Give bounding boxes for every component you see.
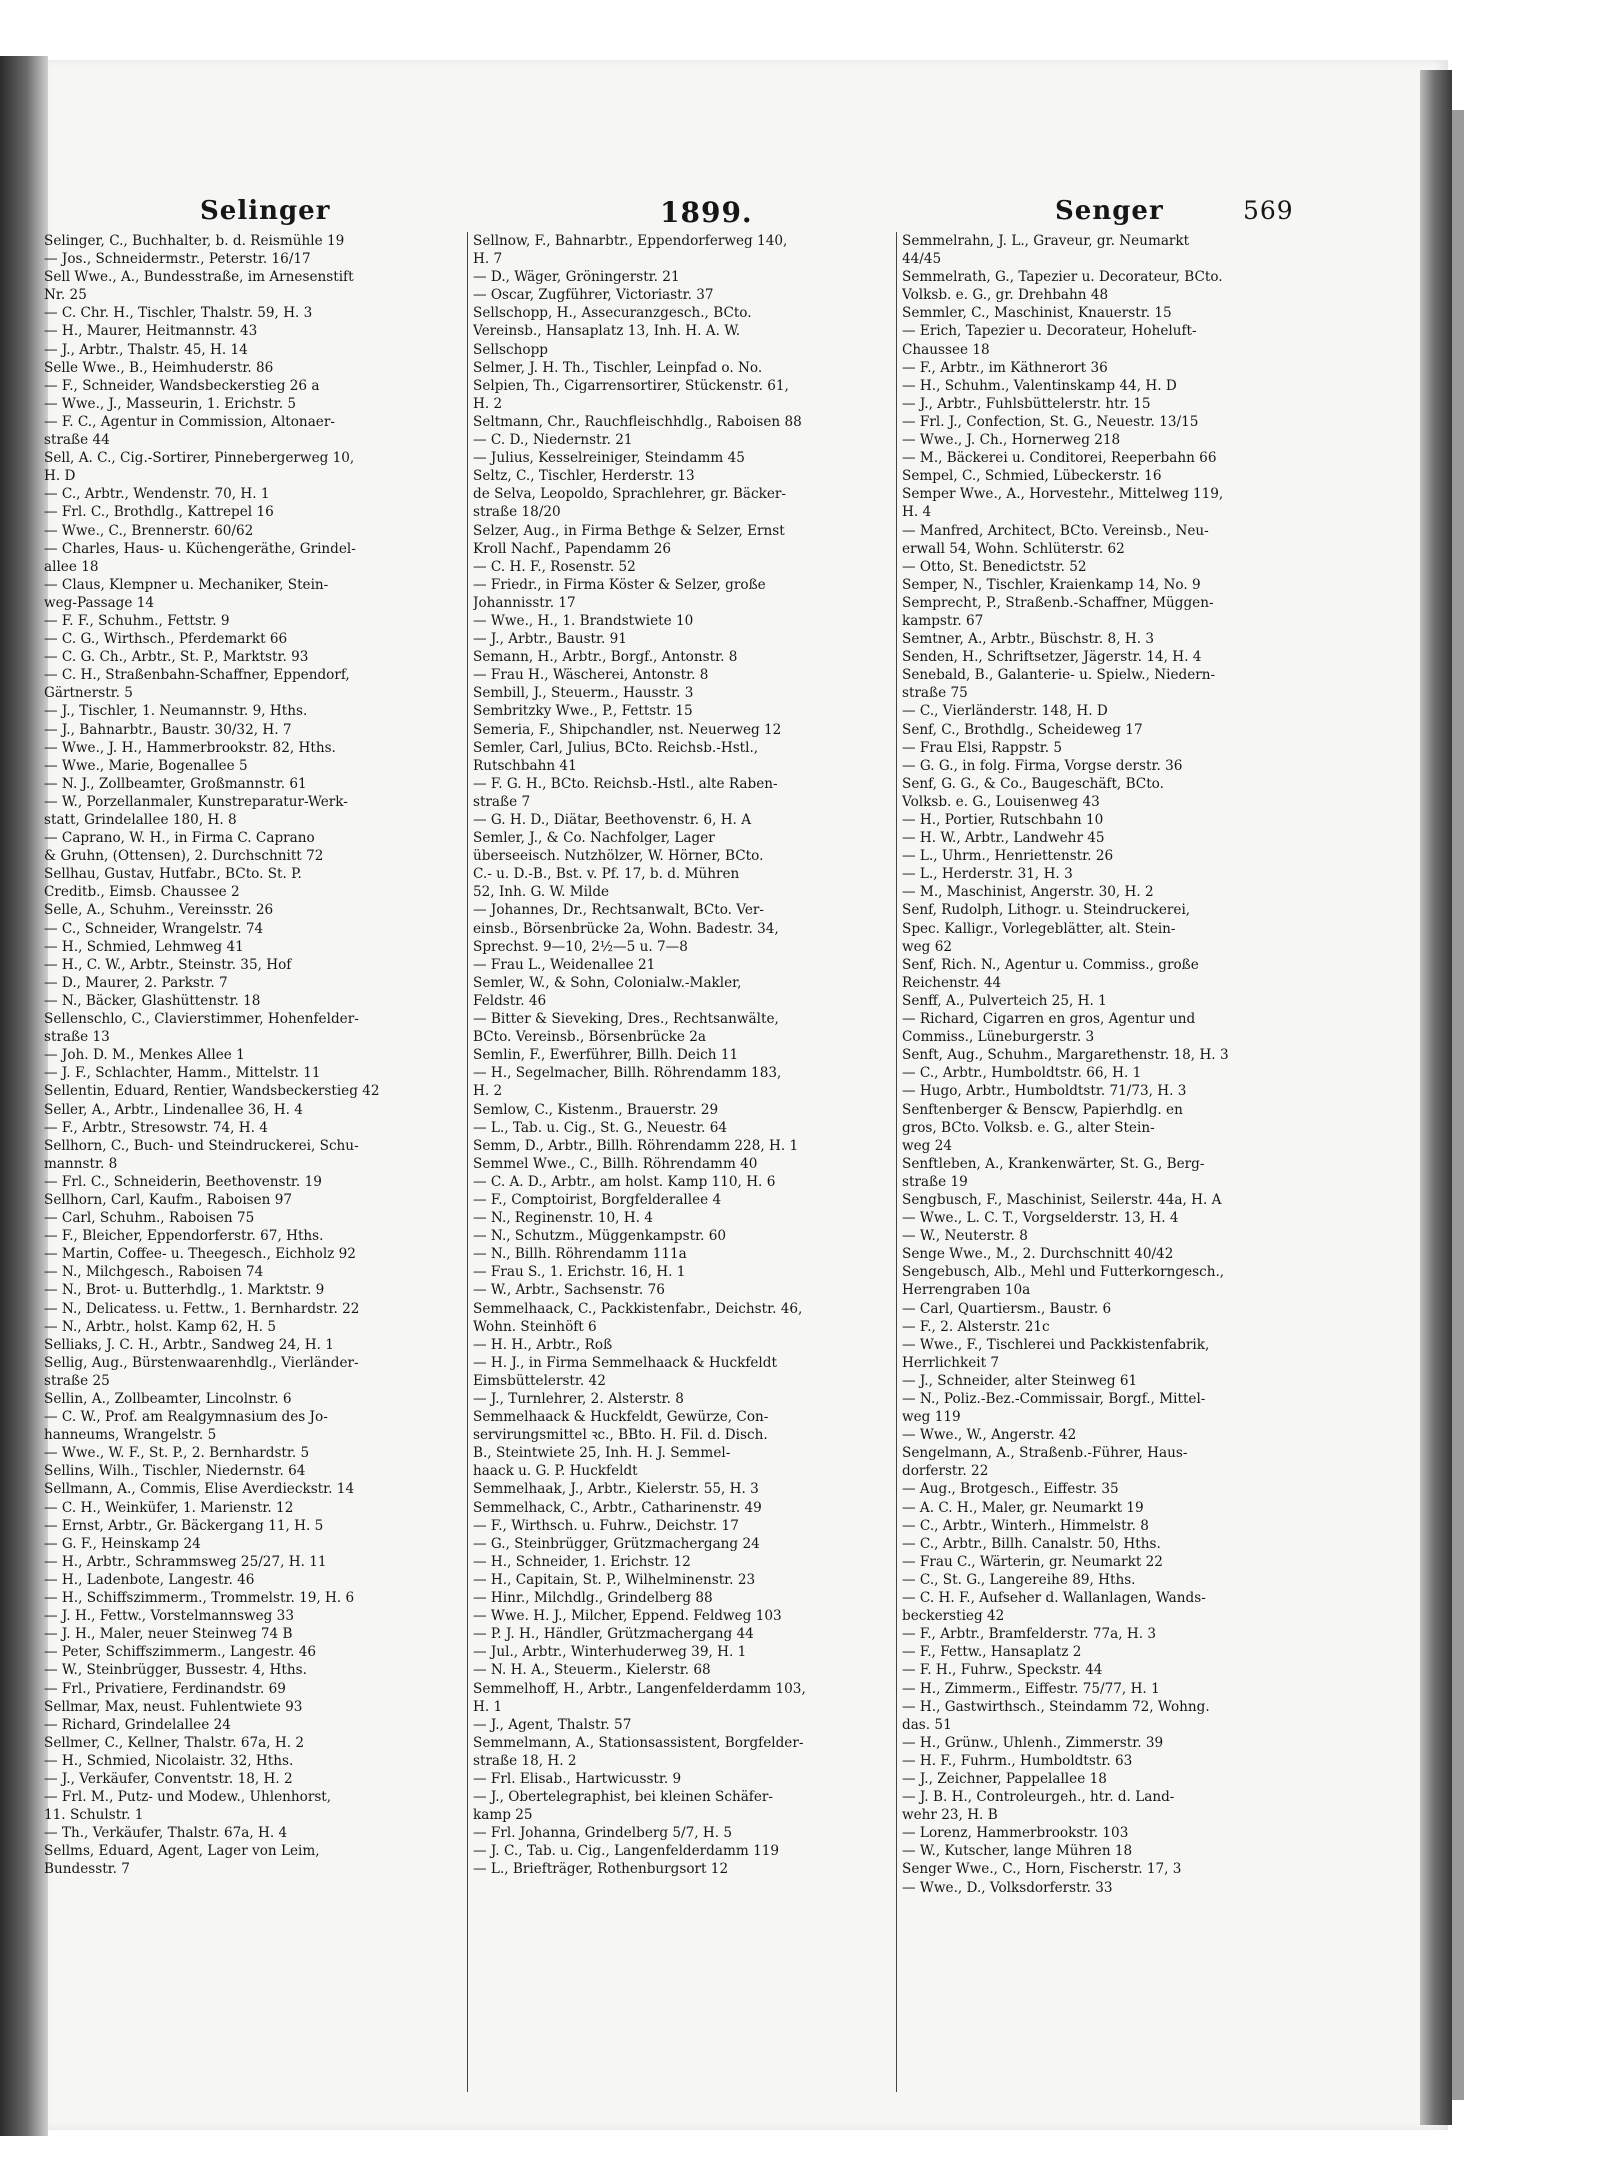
directory-entry-line: Selliaks, J. C. H., Arbtr., Sandweg 24, H. 1 bbox=[44, 1336, 334, 1353]
directory-entry-line: H. 1 bbox=[473, 1698, 503, 1715]
directory-entry-line: — C. H., Weinküfer, 1. Marienstr. 12 bbox=[44, 1499, 294, 1516]
directory-entry-line: — Frau S., 1. Erichstr. 16, H. 1 bbox=[473, 1264, 686, 1281]
directory-entry-line: — W., Kutscher, lange Mühren 18 bbox=[902, 1843, 1133, 1860]
directory-entry-line: — L., Uhrm., Henriettenstr. 26 bbox=[902, 848, 1114, 865]
directory-entry-line: — J., Turnlehrer, 2. Alsterstr. 8 bbox=[473, 1391, 684, 1407]
directory-entry-line: 44/45 bbox=[902, 251, 942, 268]
directory-entry-line: das. 51 bbox=[902, 1716, 952, 1733]
directory-entry-line: Senebald, B., Galanterie- u. Spielw., Niedern- bbox=[902, 667, 1216, 684]
directory-entry-line: — Julius, Kesselreiniger, Steindamm 45 bbox=[473, 450, 745, 467]
directory-entry-line: Sellhorn, Carl, Kaufm., Raboisen 97 bbox=[44, 1191, 293, 1208]
directory-entry-line: — C., Arbtr., Winterh., Himmelstr. 8 bbox=[902, 1517, 1149, 1534]
directory-entry-line: — J. B. H., Controleurgeh., htr. d. Land- bbox=[902, 1789, 1175, 1806]
directory-entry-line: BCto. Vereinsb., Börsenbrücke 2a bbox=[473, 1029, 706, 1046]
directory-entry-line: einsb., Börsenbrücke 2a, Wohn. Badestr. 34, bbox=[473, 920, 779, 937]
directory-entry-line: überseeisch. Nutzhölzer, W. Hörner, BCto. bbox=[473, 848, 764, 865]
directory-entry-line: H. 4 bbox=[902, 504, 932, 521]
directory-entry-line: Sellhorn, C., Buch- und Steindruckerei, Schu- bbox=[44, 1137, 359, 1154]
directory-entry-line: straße 7 bbox=[473, 793, 531, 810]
directory-entry-line: Senf, Rich. N., Agentur u. Commiss., große bbox=[902, 956, 1199, 973]
directory-entry-line: Selpien, Th., Cigarrensortirer, Stückenstr. 61, bbox=[473, 377, 789, 394]
directory-entry-line: — J., Arbtr., Fuhlsbüttelerstr. htr. 15 bbox=[902, 395, 1151, 412]
directory-entry-line: — G., Steinbrügger, Grützmachergang 24 bbox=[473, 1535, 760, 1552]
directory-entry-line: kamp 25 bbox=[473, 1807, 533, 1824]
directory-entry-line: Spec. Kalligr., Vorlegeblätter, alt. Stein- bbox=[902, 920, 1176, 937]
directory-entry-line: Sembritzky Wwe., P., Fettstr. 15 bbox=[473, 703, 693, 720]
directory-entry-line: Wohn. Steinhöft 6 bbox=[473, 1318, 597, 1335]
directory-entry-line: — C. W., Prof. am Realgymnasium des Jo- bbox=[44, 1409, 328, 1426]
directory-entry-line: — Richard, Grindelallee 24 bbox=[44, 1716, 231, 1733]
directory-entry-line: — Frl. Johanna, Grindelberg 5/7, H. 5 bbox=[473, 1825, 733, 1842]
directory-entry-line: — Wwe., W. F., St. P., 2. Bernhardstr. 5 bbox=[44, 1445, 310, 1462]
directory-entry-line: — J., Arbtr., Baustr. 91 bbox=[473, 631, 627, 648]
directory-entry-line: Semmelmann, A., Stationsassistent, Borgfelder- bbox=[473, 1734, 804, 1751]
directory-entry-line: — Friedr., in Firma Köster & Selzer, große bbox=[473, 576, 766, 593]
directory-entry-line: — C., St. G., Langereihe 89, Hths. bbox=[902, 1571, 1136, 1588]
directory-entry-line: — H., Ladenbote, Langestr. 46 bbox=[44, 1571, 255, 1588]
directory-entry-line: — H., Capitain, St. P., Wilhelminenstr. 23 bbox=[473, 1571, 756, 1588]
directory-entry-line: hanneums, Wrangelstr. 5 bbox=[44, 1427, 217, 1444]
directory-entry-line: — C. G. Ch., Arbtr., St. P., Marktstr. 93 bbox=[44, 649, 309, 666]
directory-entry-line: Volksb. e. G., gr. Drehbahn 48 bbox=[902, 287, 1109, 304]
directory-entry-line: Herrengraben 10a bbox=[902, 1282, 1031, 1299]
directory-entry-line: straße 18/20 bbox=[473, 504, 561, 521]
directory-entry-line: Semmelhaack & Huckfeldt, Gewürze, Con- bbox=[473, 1409, 769, 1426]
directory-entry-line: — Martin, Coffee- u. Theegesch., Eichholz 92 bbox=[44, 1246, 356, 1263]
directory-entry-line: — G. H. D., Diätar, Beethovenstr. 6, H. A bbox=[473, 812, 752, 828]
directory-entry-line: Chaussee 18 bbox=[902, 341, 990, 358]
directory-entry-line: allee 18 bbox=[44, 558, 99, 575]
directory-entry-line: Sellschopp, H., Assecuranzgesch., BCto. bbox=[473, 305, 752, 322]
directory-entry-line: — H., Schiffszimmerm., Trommelstr. 19, H. 6 bbox=[44, 1590, 355, 1607]
scan-left-edge bbox=[0, 56, 48, 2136]
directory-entry-line: — Frl. J., Confection, St. G., Neuestr. 13/15 bbox=[902, 413, 1199, 430]
directory-entry-line: — Erich, Tapezier u. Decorateur, Hoheluft- bbox=[902, 323, 1197, 340]
directory-entry-line: Selzer, Aug., in Firma Bethge & Selzer, Ernst bbox=[473, 522, 785, 539]
column-divider bbox=[467, 232, 468, 2092]
directory-entry-line: — C. H. F., Rosenstr. 52 bbox=[473, 558, 636, 575]
directory-entry-line: — Aug., Brotgesch., Eiffestr. 35 bbox=[902, 1481, 1119, 1498]
directory-entry-line: 52, Inh. G. W. Milde bbox=[473, 884, 610, 901]
directory-entry-line: weg 24 bbox=[902, 1137, 953, 1154]
directory-entry-line: Sellenschlo, C., Clavierstimmer, Hohenfelder- bbox=[44, 1011, 359, 1028]
directory-entry-line: erwall 54, Wohn. Schlüterstr. 62 bbox=[902, 540, 1125, 557]
directory-entry-line: Nr. 25 bbox=[44, 287, 87, 304]
directory-entry-line: — Wwe. H. J., Milcher, Eppend. Feldweg 103 bbox=[473, 1608, 782, 1625]
directory-entry-line: — Wwe., F., Tischlerei und Packkistenfabrik, bbox=[902, 1336, 1210, 1353]
directory-entry-line: Selle Wwe., B., Heimhuderstr. 86 bbox=[44, 359, 274, 376]
running-head-right: Senger bbox=[1055, 196, 1164, 226]
directory-entry-line: — H., Schmied, Lehmweg 41 bbox=[44, 938, 244, 955]
directory-entry-line: Semmelrath, G., Tapezier u. Decorateur, BCto. bbox=[902, 269, 1223, 286]
directory-entry-line: beckerstieg 42 bbox=[902, 1608, 1005, 1625]
directory-entry-line: — P. J. H., Händler, Grützmachergang 44 bbox=[473, 1626, 754, 1643]
directory-entry-line: — C., Arbtr., Wendenstr. 70, H. 1 bbox=[44, 486, 270, 503]
directory-entry-line: — N. H. A., Steuerm., Kielerstr. 68 bbox=[473, 1662, 711, 1679]
directory-entry-line: — H., C. W., Arbtr., Steinstr. 35, Hof bbox=[44, 956, 292, 973]
directory-entry-line: — Wwe., D., Volksdorferstr. 33 bbox=[902, 1879, 1113, 1896]
directory-entry-line: statt, Grindelallee 180, H. 8 bbox=[44, 812, 237, 828]
directory-entry-line: Semmelhack, C., Arbtr., Catharinenstr. 49 bbox=[473, 1499, 762, 1516]
directory-entry-line: — Frl. C., Schneiderin, Beethovenstr. 19 bbox=[44, 1173, 322, 1190]
directory-entry-line: — F. G. H., BCto. Reichsb.-Hstl., alte Raben- bbox=[473, 775, 778, 792]
directory-entry-line: — Wwe., H., 1. Brandstwiete 10 bbox=[473, 612, 694, 629]
directory-entry-line: — H., Schuhm., Valentinskamp 44, H. D bbox=[902, 377, 1177, 394]
directory-entry-line: Sengbusch, F., Maschinist, Seilerstr. 44a, H. A bbox=[902, 1191, 1222, 1208]
directory-entry-line: — Jos., Schneidermstr., Peterstr. 16/17 bbox=[44, 251, 311, 268]
running-head-left: Selinger bbox=[200, 196, 331, 226]
directory-entry-line: — J., Obertelegraphist, bei kleinen Schäfer- bbox=[473, 1789, 773, 1806]
directory-entry-line: — Wwe., J. H., Hammerbrookstr. 82, Hths. bbox=[44, 739, 336, 756]
directory-entry-line: — C. H. F., Aufseher d. Wallanlagen, Wands- bbox=[902, 1590, 1206, 1607]
directory-entry-line: Sellmann, A., Commis, Elise Averdieckstr. 14 bbox=[44, 1481, 355, 1498]
directory-entry-line: — C. Chr. H., Tischler, Thalstr. 59, H. 3 bbox=[44, 305, 313, 322]
directory-entry-line: — Frau Elsi, Rappstr. 5 bbox=[902, 739, 1063, 756]
directory-entry-line: Reichenstr. 44 bbox=[902, 974, 1002, 991]
directory-entry-line: Selle, A., Schuhm., Vereinsstr. 26 bbox=[44, 902, 274, 919]
directory-entry-line: — F., 2. Alsterstr. 21c bbox=[902, 1318, 1050, 1335]
directory-entry-line: Eimsbüttelerstr. 42 bbox=[473, 1372, 606, 1389]
directory-entry-line: H. 2 bbox=[473, 395, 503, 412]
directory-column-3 bbox=[902, 232, 1312, 1897]
directory-entry-line: Semler, Carl, Julius, BCto. Reichsb.-Hstl., bbox=[473, 739, 759, 756]
directory-entry-line: Sellmar, Max, neust. Fuhlentwiete 93 bbox=[44, 1698, 303, 1715]
directory-entry-line: Semler, J., & Co. Nachfolger, Lager bbox=[473, 830, 715, 847]
directory-entry-line: Seller, A., Arbtr., Lindenallee 36, H. 4 bbox=[44, 1101, 303, 1118]
directory-entry-line: weg 62 bbox=[902, 938, 953, 955]
page-number: 569 bbox=[1243, 196, 1294, 225]
directory-entry-line: Bundesstr. 7 bbox=[44, 1861, 130, 1878]
directory-entry-line: Sellig, Aug., Bürstenwaarenhdlg., Vierländer- bbox=[44, 1354, 359, 1371]
directory-entry-line: — H., Maurer, Heitmannstr. 43 bbox=[44, 323, 258, 340]
directory-entry-line: — Frl. Elisab., Hartwicusstr. 9 bbox=[473, 1770, 682, 1787]
directory-entry-line: Rutschbahn 41 bbox=[473, 757, 577, 774]
directory-entry-line: dorferstr. 22 bbox=[902, 1463, 989, 1480]
directory-entry-line: — J. H., Fettw., Vorstelmannsweg 33 bbox=[44, 1608, 294, 1625]
directory-entry-line: Selmer, J. H. Th., Tischler, Leinpfad o. No. bbox=[473, 359, 763, 376]
directory-entry-line: Senger Wwe., C., Horn, Fischerstr. 17, 3 bbox=[902, 1861, 1182, 1878]
directory-entry-line: de Selva, Leopoldo, Sprachlehrer, gr. Bäcker- bbox=[473, 486, 786, 503]
directory-entry-line: — D., Wäger, Gröningerstr. 21 bbox=[473, 269, 680, 286]
directory-entry-line: Semmelhaack, C., Packkistenfabr., Deichstr. 46, bbox=[473, 1300, 803, 1317]
directory-entry-line: B., Steintwiete 25, Inh. H. J. Semmel- bbox=[473, 1445, 731, 1462]
directory-entry-line: — F. H., Fuhrw., Speckstr. 44 bbox=[902, 1662, 1103, 1679]
directory-entry-line: — H. J., in Firma Semmelhaack & Huckfeldt bbox=[473, 1354, 777, 1371]
directory-entry-line: — Frau C., Wärterin, gr. Neumarkt 22 bbox=[902, 1553, 1163, 1570]
directory-entry-line: Senftenberger & Benscw, Papierhdlg. en bbox=[902, 1101, 1183, 1118]
directory-entry-line: Sempel, C., Schmied, Lübeckerstr. 16 bbox=[902, 468, 1162, 485]
directory-entry-line: & Gruhn, (Ottensen), 2. Durchschnitt 72 bbox=[44, 848, 324, 865]
directory-column-2 bbox=[473, 232, 883, 1879]
directory-entry-line: — N., Brot- u. Butterhdlg., 1. Marktstr. 9 bbox=[44, 1282, 325, 1299]
directory-entry-line: Semper, N., Tischler, Kraienkamp 14, No. 9 bbox=[902, 576, 1201, 593]
directory-entry-line: — Wwe., J., Masseurin, 1. Erichstr. 5 bbox=[44, 395, 297, 412]
directory-entry-line: — G. G., in folg. Firma, Vorgse derstr. 36 bbox=[902, 757, 1183, 774]
directory-entry-line: — D., Maurer, 2. Parkstr. 7 bbox=[44, 974, 228, 991]
directory-entry-line: mannstr. 8 bbox=[44, 1155, 118, 1172]
directory-entry-line: Sengelmann, A., Straßenb.-Führer, Haus- bbox=[902, 1445, 1188, 1462]
directory-entry-line: — Hinr., Milchdlg., Grindelberg 88 bbox=[473, 1590, 713, 1607]
directory-entry-line: — G. F., Heinskamp 24 bbox=[44, 1535, 201, 1552]
directory-entry-line: — Joh. D. M., Menkes Allee 1 bbox=[44, 1047, 245, 1064]
directory-entry-line: — J., Zeichner, Pappelallee 18 bbox=[902, 1770, 1107, 1787]
directory-entry-line: weg 119 bbox=[902, 1409, 961, 1426]
directory-entry-line: — W., Steinbrügger, Bussestr. 4, Hths. bbox=[44, 1662, 307, 1679]
directory-entry-line: — Charles, Haus- u. Küchengeräthe, Grindel- bbox=[44, 540, 356, 557]
directory-entry-line: straße 13 bbox=[44, 1029, 110, 1046]
directory-entry-line: haack u. G. P. Huckfeldt bbox=[473, 1463, 638, 1480]
directory-entry-line: — H. F., Fuhrm., Humboldtstr. 63 bbox=[902, 1752, 1133, 1769]
directory-entry-line: — Claus, Klempner u. Mechaniker, Stein- bbox=[44, 576, 329, 593]
directory-entry-line: Sellin, A., Zollbeamter, Lincolnstr. 6 bbox=[44, 1391, 292, 1407]
directory-entry-line: — J., Schneider, alter Steinweg 61 bbox=[902, 1372, 1138, 1389]
directory-entry-line: — L., Briefträger, Rothenburgsort 12 bbox=[473, 1861, 729, 1878]
directory-entry-line: — N., Milchgesch., Raboisen 74 bbox=[44, 1264, 264, 1281]
directory-entry-line: — N. J., Zollbeamter, Großmannstr. 61 bbox=[44, 775, 307, 792]
directory-entry-line: Sellnow, F., Bahnarbtr., Eppendorferweg 140, bbox=[473, 233, 788, 249]
directory-entry-line: Semlin, F., Ewerführer, Billh. Deich 11 bbox=[473, 1047, 739, 1064]
directory-entry-line: Semler, W., & Sohn, Colonialw.-Makler, bbox=[473, 974, 742, 991]
directory-entry-line: Sell Wwe., A., Bundesstraße, im Arnesenstift bbox=[44, 269, 354, 286]
directory-entry-line: Semmler, C., Maschinist, Knauerstr. 15 bbox=[902, 305, 1172, 322]
directory-entry-line: Senf, G. G., & Co., Baugeschäft, BCto. bbox=[902, 775, 1164, 792]
directory-entry-line: — F. F., Schuhm., Fettstr. 9 bbox=[44, 612, 230, 629]
directory-entry-line: Semtner, A., Arbtr., Büschstr. 8, H. 3 bbox=[902, 631, 1154, 648]
directory-entry-line: servirungsmittel ꝛc., BBto. H. Fil. d. Disch. bbox=[473, 1427, 768, 1444]
directory-entry-line: — N., Reginenstr. 10, H. 4 bbox=[473, 1210, 653, 1227]
running-head-year: 1899. bbox=[660, 196, 753, 229]
directory-entry-line: — F. C., Agentur in Commission, Altonaer- bbox=[44, 413, 335, 430]
directory-entry-line: — W., Arbtr., Sachsenstr. 76 bbox=[473, 1282, 665, 1299]
directory-entry-line: — F., Arbtr., Bramfelderstr. 77a, H. 3 bbox=[902, 1626, 1157, 1643]
directory-entry-line: — H., Schmied, Nicolaistr. 32, Hths. bbox=[44, 1752, 294, 1769]
scan-right-edge bbox=[1420, 70, 1452, 2125]
directory-entry-line: — H., Schneider, 1. Erichstr. 12 bbox=[473, 1553, 691, 1570]
directory-entry-line: — Frl. M., Putz- und Modew., Uhlenhorst, bbox=[44, 1789, 332, 1806]
directory-entry-line: Semprecht, P., Straßenb.-Schaffner, Müggen- bbox=[902, 594, 1214, 611]
directory-entry-line: — Frau L., Weidenallee 21 bbox=[473, 956, 656, 973]
directory-entry-line: — N., Billh. Röhrendamm 111a bbox=[473, 1246, 687, 1263]
directory-entry-line: — M., Maschinist, Angerstr. 30, H. 2 bbox=[902, 884, 1154, 901]
directory-entry-line: — J. H., Maler, neuer Steinweg 74 B bbox=[44, 1626, 293, 1643]
directory-entry-line: — C. H., Straßenbahn-Schaffner, Eppendorf, bbox=[44, 667, 350, 684]
directory-entry-line: Volksb. e. G., Louisenweg 43 bbox=[902, 793, 1100, 810]
directory-entry-line: — F., Fettw., Hansaplatz 2 bbox=[902, 1644, 1082, 1661]
directory-entry-line: — Otto, St. Benedictstr. 52 bbox=[902, 558, 1087, 575]
directory-entry-line: — L., Herderstr. 31, H. 3 bbox=[902, 866, 1073, 883]
directory-entry-line: — H., Segelmacher, Billh. Röhrendamm 183, bbox=[473, 1065, 782, 1082]
directory-entry-line: — Jul., Arbtr., Winterhuderweg 39, H. 1 bbox=[473, 1644, 747, 1661]
directory-entry-line: — F., Arbtr., im Käthnerort 36 bbox=[902, 359, 1108, 376]
directory-entry-line: — Carl, Schuhm., Raboisen 75 bbox=[44, 1210, 255, 1227]
directory-entry-line: H. D bbox=[44, 468, 76, 485]
directory-entry-line: straße 25 bbox=[44, 1372, 110, 1389]
directory-entry-line: — Manfred, Architect, BCto. Vereinsb., Neu- bbox=[902, 522, 1209, 539]
directory-entry-line: — Bitter & Sieveking, Dres., Rechtsanwälte, bbox=[473, 1011, 779, 1028]
directory-entry-line: H. 2 bbox=[473, 1083, 503, 1100]
directory-entry-line: Commiss., Lüneburgerstr. 3 bbox=[902, 1029, 1095, 1046]
directory-column-1 bbox=[44, 232, 454, 1879]
directory-entry-line: straße 18, H. 2 bbox=[473, 1752, 577, 1769]
directory-entry-line: — C., Arbtr., Billh. Canalstr. 50, Hths. bbox=[902, 1535, 1161, 1552]
column-divider bbox=[896, 232, 897, 2092]
directory-entry-line: Selinger, C., Buchhalter, b. d. Reismühle 19 bbox=[44, 233, 345, 249]
directory-entry-line: — N., Arbtr., holst. Kamp 62, H. 5 bbox=[44, 1318, 276, 1335]
directory-entry-line: — Wwe., W., Angerstr. 42 bbox=[902, 1427, 1077, 1444]
directory-entry-line: — C., Arbtr., Humboldtstr. 66, H. 1 bbox=[902, 1065, 1142, 1082]
directory-entry-line: — Wwe., C., Brennerstr. 60/62 bbox=[44, 522, 254, 539]
directory-entry-line: — F., Wirthsch. u. Fuhrw., Deichstr. 17 bbox=[473, 1517, 739, 1534]
directory-entry-line: — Hugo, Arbtr., Humboldtstr. 71/73, H. 3 bbox=[902, 1083, 1187, 1100]
directory-entry-line: — Wwe., L. C. T., Vorgselderstr. 13, H. 4 bbox=[902, 1210, 1179, 1227]
directory-entry-line: — H. H., Arbtr., Roß bbox=[473, 1336, 613, 1353]
directory-entry-line: 11. Schulstr. 1 bbox=[44, 1807, 144, 1824]
directory-entry-line: — Richard, Cigarren en gros, Agentur und bbox=[902, 1011, 1196, 1028]
directory-entry-line: — Frl. C., Brothdlg., Kattrepel 16 bbox=[44, 504, 274, 521]
directory-entry-line: — Oscar, Zugführer, Victoriastr. 37 bbox=[473, 287, 714, 304]
directory-entry-line: Semeria, F., Shipchandler, nst. Neuerweg 12 bbox=[473, 721, 782, 738]
directory-entry-line: — J., Arbtr., Thalstr. 45, H. 14 bbox=[44, 341, 248, 358]
scan-right-edge-shadow bbox=[1452, 110, 1464, 2100]
directory-entry-line: Seltz, C., Tischler, Herderstr. 13 bbox=[473, 468, 695, 485]
directory-entry-line: — N., Poliz.-Bez.-Commissair, Borgf., Mittel- bbox=[902, 1391, 1206, 1407]
directory-entry-line: Senff, A., Pulverteich 25, H. 1 bbox=[902, 992, 1107, 1009]
directory-entry-line: Senft, Aug., Schuhm., Margarethenstr. 18, H. 3 bbox=[902, 1047, 1229, 1064]
directory-entry-line: — J., Tischler, 1. Neumannstr. 9, Hths. bbox=[44, 703, 308, 720]
directory-entry-line: Gärtnerstr. 5 bbox=[44, 685, 133, 702]
directory-entry-line: — J. C., Tab. u. Cig., Langenfelderdamm 119 bbox=[473, 1843, 780, 1860]
directory-entry-line: Sembill, J., Steuerm., Hausstr. 3 bbox=[473, 685, 694, 702]
directory-entry-line: — N., Bäcker, Glashüttenstr. 18 bbox=[44, 992, 261, 1009]
directory-entry-line: Sellschopp bbox=[473, 341, 548, 358]
directory-entry-line: Semmel Wwe., C., Billh. Röhrendamm 40 bbox=[473, 1155, 758, 1172]
directory-entry-line: — Wwe., J. Ch., Hornerweg 218 bbox=[902, 432, 1121, 449]
directory-entry-line: H. 7 bbox=[473, 251, 503, 268]
directory-entry-line: Semper Wwe., A., Horvestehr., Mittelweg 119, bbox=[902, 486, 1224, 503]
directory-entry-line: — N., Schutzm., Müggenkampstr. 60 bbox=[473, 1228, 727, 1245]
directory-entry-line: Sellms, Eduard, Agent, Lager von Leim, bbox=[44, 1843, 320, 1860]
directory-entry-line: — Th., Verkäufer, Thalstr. 67a, H. 4 bbox=[44, 1825, 288, 1842]
directory-entry-line: Vereinsb., Hansaplatz 13, Inh. H. A. W. bbox=[473, 323, 741, 340]
directory-entry-line: Sellins, Wilh., Tischler, Niedernstr. 64 bbox=[44, 1463, 306, 1480]
directory-entry-line: Senf, Rudolph, Lithogr. u. Steindruckerei, bbox=[902, 902, 1191, 919]
directory-entry-line: kampstr. 67 bbox=[902, 612, 984, 629]
directory-entry-line: straße 19 bbox=[902, 1173, 968, 1190]
directory-entry-line: — C., Schneider, Wrangelstr. 74 bbox=[44, 920, 264, 937]
directory-entry-line: Semmelhaak, J., Arbtr., Kielerstr. 55, H. 3 bbox=[473, 1481, 759, 1498]
directory-entry-line: straße 75 bbox=[902, 685, 968, 702]
directory-entry-line: Semlow, C., Kistenm., Brauerstr. 29 bbox=[473, 1101, 719, 1118]
directory-entry-line: — J., Verkäufer, Conventstr. 18, H. 2 bbox=[44, 1770, 293, 1787]
directory-entry-line: — C., Vierländerstr. 148, H. D bbox=[902, 703, 1108, 720]
directory-entry-line: — F., Arbtr., Stresowstr. 74, H. 4 bbox=[44, 1119, 268, 1136]
directory-entry-line: — Peter, Schiffszimmerm., Langestr. 46 bbox=[44, 1644, 317, 1661]
directory-entry-line: Johannisstr. 17 bbox=[473, 594, 576, 611]
directory-entry-line: — W., Porzellanmaler, Kunstreparatur-Werk- bbox=[44, 793, 348, 810]
directory-entry-line: Semann, H., Arbtr., Borgf., Antonstr. 8 bbox=[473, 649, 738, 666]
directory-entry-line: Seltmann, Chr., Rauchfleischhdlg., Raboisen 88 bbox=[473, 413, 802, 430]
directory-entry-line: — A. C. H., Maler, gr. Neumarkt 19 bbox=[902, 1499, 1144, 1516]
directory-entry-line: — Frau H., Wäscherei, Antonstr. 8 bbox=[473, 667, 709, 684]
directory-entry-line: Senf, C., Brothdlg., Scheideweg 17 bbox=[902, 721, 1143, 738]
directory-entry-line: Sengebusch, Alb., Mehl und Futterkorngesch., bbox=[902, 1264, 1225, 1281]
directory-entry-line: — Carl, Quartiersm., Baustr. 6 bbox=[902, 1300, 1112, 1317]
directory-entry-line: C.- u. D.-B., Bst. v. Pf. 17, b. d. Mühren bbox=[473, 866, 740, 883]
directory-entry-line: Creditb., Eimsb. Chaussee 2 bbox=[44, 884, 240, 901]
directory-entry-line: Sell, A. C., Cig.-Sortirer, Pinnebergerweg 10, bbox=[44, 450, 355, 467]
directory-entry-line: — J., Bahnarbtr., Baustr. 30/32, H. 7 bbox=[44, 721, 292, 738]
directory-entry-line: Senge Wwe., M., 2. Durchschnitt 40/42 bbox=[902, 1246, 1174, 1263]
directory-entry-line: wehr 23, H. B bbox=[902, 1807, 998, 1824]
directory-entry-line: — Johannes, Dr., Rechtsanwalt, BCto. Ver- bbox=[473, 902, 764, 919]
directory-entry-line: — H., Portier, Rutschbahn 10 bbox=[902, 812, 1104, 828]
directory-entry-line: Sellhau, Gustav, Hutfabr., BCto. St. P. bbox=[44, 866, 302, 883]
directory-entry-line: — N., Delicatess. u. Fettw., 1. Bernhardstr. 22 bbox=[44, 1300, 360, 1317]
directory-entry-line: — Caprano, W. H., in Firma C. Caprano bbox=[44, 830, 315, 847]
directory-entry-line: Sellmer, C., Kellner, Thalstr. 67a, H. 2 bbox=[44, 1734, 305, 1751]
directory-entry-line: Sprechst. 9—10, 2½—5 u. 7—8 bbox=[473, 938, 688, 955]
directory-entry-line: — W., Neuterstr. 8 bbox=[902, 1228, 1028, 1245]
directory-entry-line: Herrlichkeit 7 bbox=[902, 1354, 1000, 1371]
directory-entry-line: — Wwe., Marie, Bogenallee 5 bbox=[44, 757, 248, 774]
directory-entry-line: — Frl., Privatiere, Ferdinandstr. 69 bbox=[44, 1680, 286, 1697]
directory-entry-line: straße 44 bbox=[44, 432, 110, 449]
directory-entry-line: — F., Bleicher, Eppendorferstr. 67, Hths. bbox=[44, 1228, 324, 1245]
directory-entry-line: — Ernst, Arbtr., Gr. Bäckergang 11, H. 5 bbox=[44, 1517, 324, 1534]
directory-entry-line: — F., Comptoirist, Borgfelderallee 4 bbox=[473, 1191, 722, 1208]
directory-entry-line: gros, BCto. Volksb. e. G., alter Stein- bbox=[902, 1119, 1155, 1136]
directory-entry-line: Kroll Nachf., Papendamm 26 bbox=[473, 540, 672, 557]
directory-entry-line: — H., Zimmerm., Eiffestr. 75/77, H. 1 bbox=[902, 1680, 1160, 1697]
directory-entry-line: Senden, H., Schriftsetzer, Jägerstr. 14, H. 4 bbox=[902, 649, 1202, 666]
directory-entry-line: Semmelrahn, J. L., Graveur, gr. Neumarkt bbox=[902, 233, 1190, 249]
directory-entry-line: — C. G., Wirthsch., Pferdemarkt 66 bbox=[44, 631, 288, 648]
directory-entry-line: Feldstr. 46 bbox=[473, 992, 547, 1009]
directory-entry-line: — H., Arbtr., Schrammsweg 25/27, H. 11 bbox=[44, 1553, 327, 1570]
directory-entry-line: — M., Bäckerei u. Conditorei, Reeperbahn 66 bbox=[902, 450, 1217, 467]
directory-entry-line: — J. F., Schlachter, Hamm., Mittelstr. 11 bbox=[44, 1065, 321, 1082]
directory-entry-line: — C. A. D., Arbtr., am holst. Kamp 110, H. 6 bbox=[473, 1173, 776, 1190]
directory-entry-line: — L., Tab. u. Cig., St. G., Neuestr. 64 bbox=[473, 1119, 728, 1136]
directory-entry-line: Semmelhoff, H., Arbtr., Langenfelderdamm 103, bbox=[473, 1680, 806, 1697]
directory-entry-line: weg-Passage 14 bbox=[44, 594, 155, 611]
directory-entry-line: Sellentin, Eduard, Rentier, Wandsbeckerstieg 42 bbox=[44, 1083, 380, 1100]
directory-entry-line: — Lorenz, Hammerbrookstr. 103 bbox=[902, 1825, 1129, 1842]
directory-entry-line: — H. W., Arbtr., Landwehr 45 bbox=[902, 830, 1105, 847]
directory-entry-line: — H., Gastwirthsch., Steindamm 72, Wohng. bbox=[902, 1698, 1210, 1715]
directory-entry-line: — C. D., Niedernstr. 21 bbox=[473, 432, 633, 449]
directory-entry-line: Semm, D., Arbtr., Billh. Röhrendamm 228, H. 1 bbox=[473, 1137, 799, 1154]
directory-entry-line: — F., Schneider, Wandsbeckerstieg 26 a bbox=[44, 377, 320, 394]
directory-entry-line: Senftleben, A., Krankenwärter, St. G., Berg- bbox=[902, 1155, 1205, 1172]
directory-entry-line: — J., Agent, Thalstr. 57 bbox=[473, 1716, 632, 1733]
directory-entry-line: — H., Grünw., Uhlenh., Zimmerstr. 39 bbox=[902, 1734, 1164, 1751]
